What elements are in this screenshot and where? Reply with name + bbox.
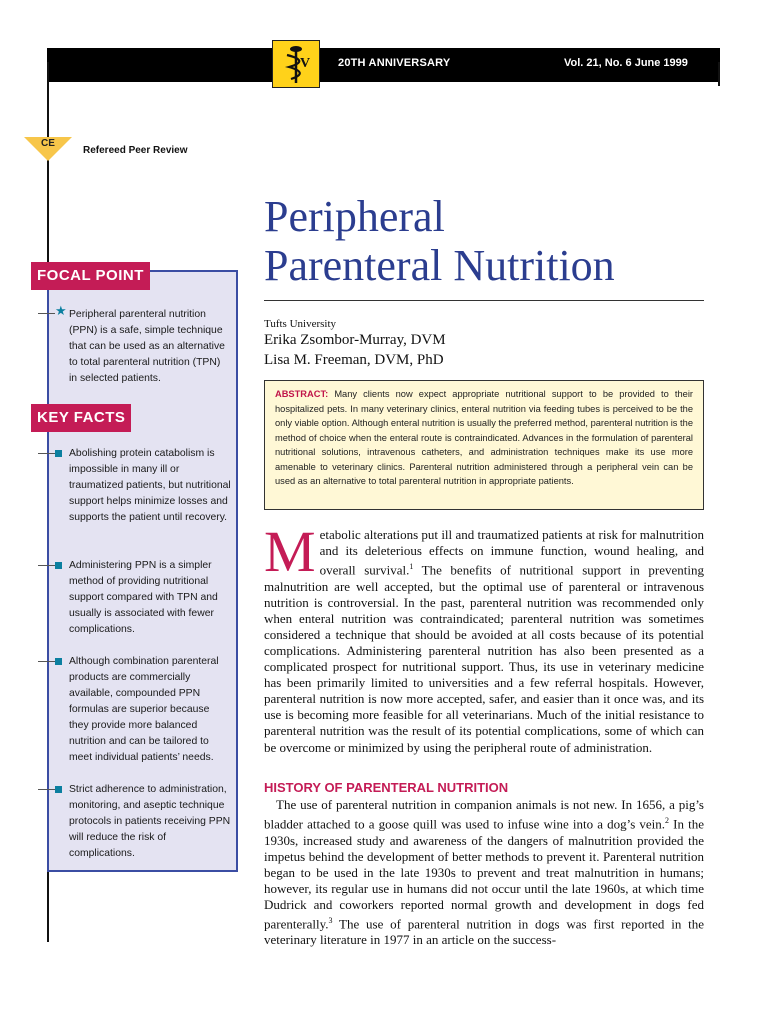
focal-point-tag: FOCAL POINT xyxy=(31,262,150,290)
connector-line xyxy=(38,565,55,566)
square-bullet-icon xyxy=(55,786,62,793)
connector-line xyxy=(38,313,55,314)
article-title xyxy=(264,192,724,290)
intro-text: etabolic alterations put ill and traumatized patients at risk for malnutrition and its deleterious effects on immune function, wound healing, and overall survival. xyxy=(319,527,704,578)
title-line-2: Parenteral Nutrition xyxy=(264,241,615,290)
author-1: Erika Zsombor-Murray, DVM xyxy=(264,332,446,348)
key-facts-tag: KEY FACTS xyxy=(31,404,131,432)
affiliation: Tufts University xyxy=(264,318,337,330)
volume-issue-date: Vol. 21, No. 6 June 1999 xyxy=(564,57,688,69)
connector-line xyxy=(38,661,55,662)
footnote-ref-2: 2 xyxy=(665,816,670,826)
square-bullet-icon xyxy=(55,450,62,457)
title-divider xyxy=(264,300,704,301)
footnote-ref-1: 1 xyxy=(409,562,414,572)
author-2: Lisa M. Freeman, DVM, PhD xyxy=(264,352,444,368)
square-bullet-icon xyxy=(55,658,62,665)
key-fact-3: Although combination parenteral products are commercially available, compounded PPN formulas are superior because they provide more balanced nutrition and can be tailored to meet individual patients’ needs. xyxy=(69,656,219,763)
key-fact-1: Abolishing protein catabolism is impossible in many ill or traumatized patients, but nutritional support helps minimize losses and supports the patient until recovery. xyxy=(69,448,231,523)
square-bullet-icon xyxy=(55,562,62,569)
review-label: Refereed Peer Review xyxy=(83,145,188,156)
abstract-box xyxy=(264,380,704,510)
key-fact-2: Administering PPN is a simpler method of providing nutritional support compared with TPN and usually is associated with fewer complications. xyxy=(69,560,218,635)
section-heading: HISTORY OF PARENTERAL NUTRITION xyxy=(264,780,509,795)
drop-cap: M xyxy=(264,519,316,584)
intro-paragraph xyxy=(264,519,704,756)
connector-line xyxy=(38,789,55,790)
connector-line xyxy=(38,453,55,454)
abstract-text: Many clients now expect appropriate nutritional support to be provided to their hospitalized pets. In many veterinary clinics, enteral nutrition via feeding tubes is perceived to be the only viable option. Although enteral nutrition is usually the preferred method, parenteral nutrition is the method of choice when the enteral route is contraindicated. Advances in the formulation of parenteral nutritional solutions, intravenous catheters, and administration techniques make its use more amenable to veterinary clinics. Parenteral nutrition administered through a peripheral vein can be used as an alternative to total parenteral nutrition in appropriate patients. xyxy=(275,389,693,486)
history-text-c: The use of parenteral nutrition in dogs was first reported in the veterinary literature in 1977 in an article on the success- xyxy=(264,916,704,948)
footnote-ref-3: 3 xyxy=(328,915,333,925)
intro-text-rest: The benefits of nutritional support in preventing malnutrition are well accepted, but the optimal use of parenteral or intravenous nutrition is controversial. In the past, parenteral nutrition was recommended only when enteral nutrition was contraindicated; parenteral nutrition was sometimes considered a technique that should be avoided at all costs because of its potential complications. Administering parenteral nutrition has also been presented as a complicated prospect for nutritional support. Thus, its use in veterinary medicine has been primarily limited to universities and a few referral hospitals. However, parenteral nutrition is now more accepted, safer, and easier than it once was, and its use is becoming more feasible for all veterinarians. Much of the initial resistance to parenteral nutrition was the result of its potential complications, some of which can be overcome or minimized by using the peripheral route of administration. xyxy=(264,562,704,755)
focal-point-text: Peripheral parenteral nutrition (PPN) is a safe, simple technique that can be used as an alternative to total parenteral nutrition (TPN) in selected patients. xyxy=(69,309,225,384)
title-line-1: Peripheral xyxy=(264,192,445,241)
frame-rule-right xyxy=(718,62,720,86)
anniversary-label: 20TH ANNIVERSARY xyxy=(338,57,451,69)
history-text-a: The use of parenteral nutrition in companion animals is not new. In 1656, a pig’s bladder attached to a goose quill was used to infuse wine into a dog’s vein. xyxy=(264,797,704,832)
svg-text:V: V xyxy=(300,56,311,71)
ce-badge-label: CE xyxy=(41,138,55,149)
star-icon: ★ xyxy=(55,303,67,318)
abstract-label: ABSTRACT: xyxy=(275,389,329,399)
caduceus-logo-icon xyxy=(272,40,320,88)
history-paragraph xyxy=(264,797,704,949)
history-text-b: In the 1930s, increased study and awareness of the dangers of malnutrition provided the impetus behind the development of better methods to prevent it. Parenteral nutrition began to be used in the late 1930s to prevent and treat malnutrition in humans; however, its regular use in humans did not occur until the late 1960s, at which time Dudrick and coworkers reported normal growth and development in dogs fed parenterally. xyxy=(264,816,705,932)
key-fact-4: Strict adherence to administration, monitoring, and aseptic technique protocols in patients receiving PPN will reduce the risk of complications. xyxy=(69,784,231,859)
